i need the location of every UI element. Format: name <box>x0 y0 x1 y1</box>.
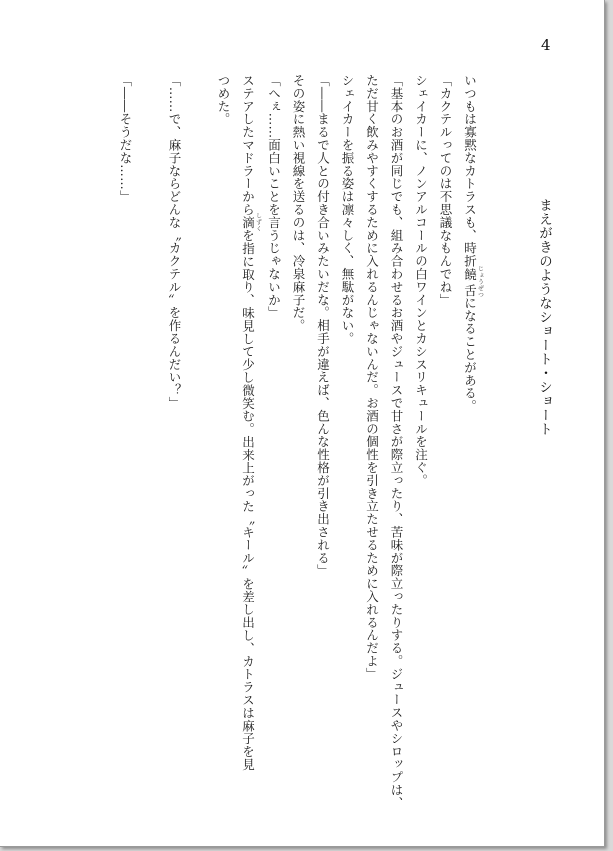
chapter-title: まえがきのようなショート・ショート <box>536 198 552 436</box>
text-line: 「基本のお酒が同じでも、組み合わせるお酒やジュースで甘さが際立ったり、苦味が際立ったりする。ジュースやシロップは、 <box>389 74 404 810</box>
furigana: じょうぜつ <box>476 265 484 298</box>
text-line: シェイカーに、ノンアルコールの白ワインとカシスリキュールを注ぐ。 <box>413 74 429 487</box>
text-line: ただ甘く飲みやすくするために入れるんじゃないんだ。お酒の個性を引き立たせるために入れるんだよ」 <box>364 74 380 681</box>
text-line: つめた。 <box>216 74 231 126</box>
page-number: 4 <box>541 36 551 54</box>
text-line: シェイカーを振る姿は凛々しく、無駄がない。 <box>340 74 355 345</box>
text-line: その姿に熱い視線を送るのは、冷泉麻子だ。 <box>291 74 306 332</box>
text-line: ステアしたマドラーから滴 しずくを指に取り、味見して少し微笑む。出来上がった〝キール〟を差し出し、カトラスは麻子を見 <box>240 74 262 771</box>
text-line: 「……で、麻子ならどんな〝カクテル〟を作るんだい？」 <box>167 74 182 410</box>
body-text <box>113 74 484 810</box>
text-line: 「――まるで人との付き合いみたいだな。相手が違えば、色んな性格が引き出される」 <box>315 74 331 578</box>
text-line: 「へぇ……面白いことを言うじゃないか」 <box>266 74 282 320</box>
text-line: 「カクテルってのは不思議なもんでね」 <box>438 74 453 307</box>
furigana: しずく <box>254 212 262 233</box>
text-line: 「――そうだな……」 <box>118 74 133 203</box>
text-line: いつもは寡黙なカトラスも、時折饒舌 じょうぜつになることがある。 <box>462 74 484 413</box>
